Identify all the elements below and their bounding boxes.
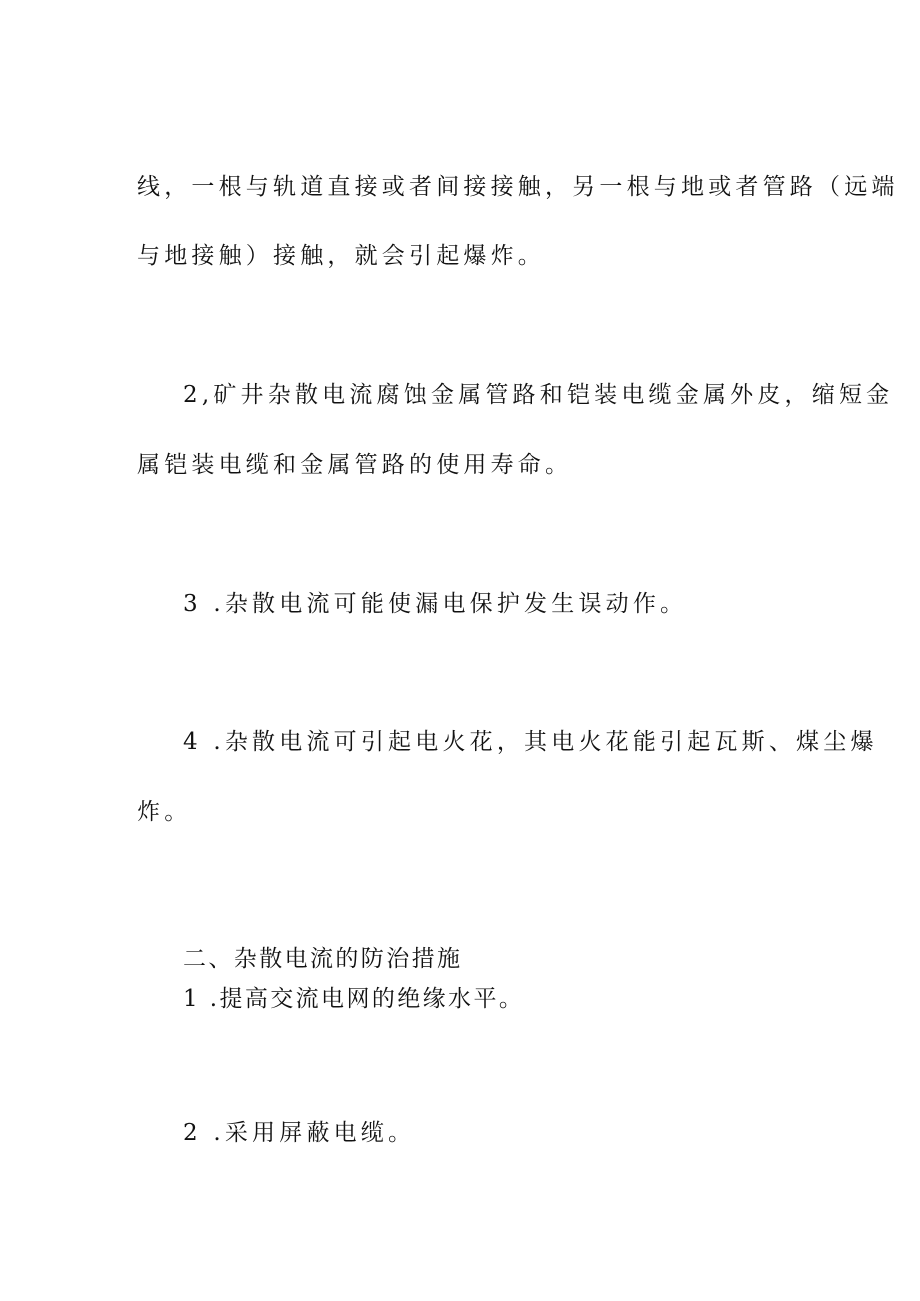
- paragraph-4-line-1: 4 .杂散电流可引起电火花，其电火花能引起瓦斯、煤尘爆: [183, 729, 878, 755]
- paragraph-4-line-2: 炸。: [137, 799, 192, 825]
- paragraph-3-line-1: 3 .杂散电流可能使漏电保护发生误动作。: [183, 591, 688, 617]
- paragraph-2-line-1: 2,矿井杂散电流腐蚀金属管路和铠装电缆金属外皮，缩短金: [183, 382, 894, 408]
- section-item-2: 2 .采用屏蔽电缆。: [183, 1120, 416, 1146]
- section-heading: 二、杂散电流的防治措施: [183, 946, 463, 972]
- paragraph-1-line-2: 与地接触）接触，就会引起爆炸。: [137, 243, 545, 269]
- paragraph-2-line-2: 属铠装电缆和金属管路的使用寿命。: [137, 452, 573, 478]
- paragraph-1-line-1: 线，一根与轨道直接或者间接接触，另一根与地或者管路（远端: [137, 174, 899, 200]
- section-item-1: 1 .提高交流电网的绝缘水平。: [183, 986, 525, 1012]
